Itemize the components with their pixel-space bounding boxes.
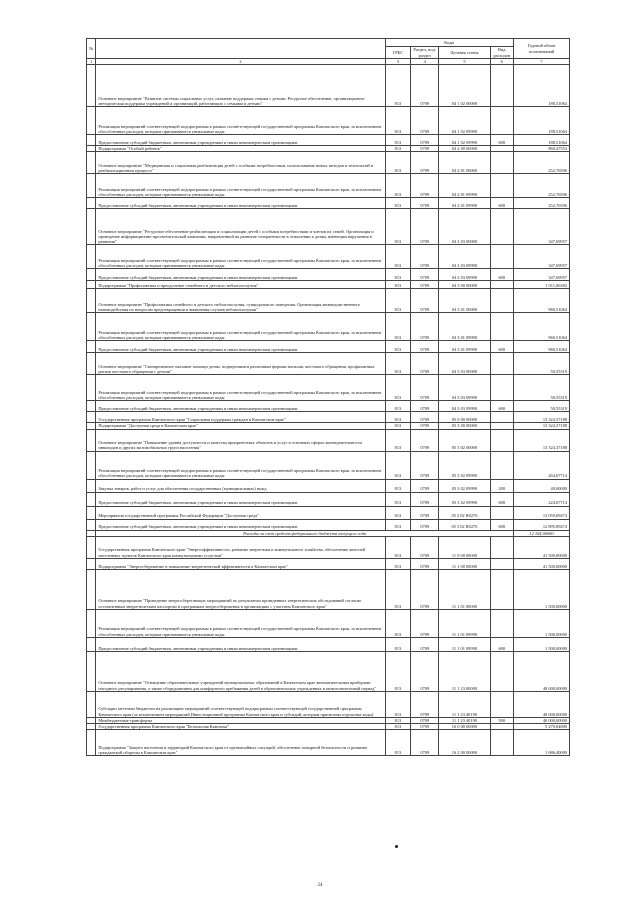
header-codes: Коды [385, 39, 513, 47]
cell-number [87, 281, 96, 289]
cell-number [87, 730, 96, 756]
table-row [87, 174, 570, 198]
cell-target-article: 05 3 02 R0270 [439, 519, 490, 530]
cell-number [87, 429, 96, 451]
cell-target-article: 11 1 23 00000 [439, 651, 490, 691]
cell-sum: 224,67714 [513, 492, 569, 506]
cell-razdel: 0709 [411, 313, 439, 341]
cell-sum: 12 164,00000 [513, 530, 569, 536]
cell-target-article: 04 2 03 00000 [439, 209, 490, 245]
cell-name: Предоставление субсидий бюджетным, автономным учреждениям и иным некоммерческим организациям [96, 198, 385, 209]
cell-grbs: 813 [385, 174, 411, 198]
cell-name: Основное мероприятие "Оснащение образовательных учреждений муниципальных образований в Камчатском крае автоматическими приборами погодного регулирования, а также оборудованием для комфортного пребывания детей в образовательных учреждениях в межотопительный период" [96, 651, 385, 691]
cell-sum: 960,51064 [513, 289, 569, 313]
cell-sum: 1 500,00000 [513, 609, 569, 637]
cell-number [87, 375, 96, 401]
cell-target-article: 04 2 01 09990 [439, 198, 490, 209]
cell-expense-type [490, 245, 513, 269]
cell-grbs: 813 [385, 569, 411, 609]
header-index: 6 [490, 59, 513, 65]
cell-name: Основное мероприятие "Повышение уровня доступности и качества приоритетных объектов и услуг в основных сферах жизнедеятельности инвалидов и других маломобильных групп населения" [96, 429, 385, 451]
cell-name: Межбюджетные трансферты [96, 717, 385, 723]
header-index: 3 [385, 59, 411, 65]
cell-target-article: 05 3 02 09990 [439, 479, 490, 492]
cell-target-article: 11 1 01 09990 [439, 609, 490, 637]
cell-number [87, 536, 96, 558]
cell-number [87, 174, 96, 198]
cell-expense-type [490, 107, 513, 135]
cell-razdel: 0709 [411, 637, 439, 651]
table-header [87, 39, 570, 65]
cell-name: Основное мероприятие "Ресурсное обеспечение реабилитации и социализации детей с особыми потребностями и членов их семей. Организация и проведение информационно-просветительской кампании, направленной на развитие толерантности в отношении к детям, имеющим нарушения в развитии" [96, 209, 385, 245]
cell-sum: 50,55319 [513, 353, 569, 375]
header-name [96, 39, 385, 59]
cell-expense-type [490, 209, 513, 245]
cell-grbs: 813 [385, 536, 411, 558]
table-row [87, 558, 570, 569]
cell-grbs: 813 [385, 198, 411, 209]
cell-expense-type: 200 [490, 479, 513, 492]
cell-expense-type [490, 281, 513, 289]
table-row [87, 637, 570, 651]
cell-razdel: 0709 [411, 412, 439, 423]
cell-number [87, 609, 96, 637]
cell-name: Реализация мероприятий соответствующей подпрограммы в рамках соответствующей государственной программы Камчатского края, за исключением обособленных расходов, которым присваиваются уникальные коды [96, 451, 385, 479]
cell-name: Закупка товаров, работ и услуг для обеспечения государственных (муниципальных) нужд [96, 479, 385, 492]
cell-name: Реализация мероприятий соответствующей подпрограммы в рамках соответствующей государственной программы Камчатского края, за исключением обособленных расходов, которым присваиваются уникальные коды [96, 174, 385, 198]
cell-name: Реализация мероприятий соответствующей подпрограммы в рамках соответствующей государственной программы Камчатского края, за исключением обособленных расходов, которым присваиваются уникальные коды [96, 375, 385, 401]
cell-razdel: 0709 [411, 691, 439, 717]
cell-name: Подпрограмма "Особый ребенок" [96, 146, 385, 152]
cell-grbs: 813 [385, 492, 411, 506]
cell-name: Предоставление субсидий бюджетным, автономным учреждениям и иным некоммерческим организациям [96, 401, 385, 412]
cell-sum: 40 000,00000 [513, 717, 569, 723]
cell-target-article: 04 2 01 09990 [439, 174, 490, 198]
cell-number [87, 341, 96, 353]
cell-number [87, 412, 96, 423]
cell-sum: 12 895,89474 [513, 519, 569, 530]
cell-razdel: 0709 [411, 401, 439, 412]
cell-sum: 1 500,00000 [513, 637, 569, 651]
cell-name: Государственная программа Камчатского края "Социальная поддержка граждан в Камчатском крае" [96, 412, 385, 423]
table-row [87, 412, 570, 423]
ink-dot [395, 845, 398, 848]
cell-target-article: 04 3 01 09990 [439, 313, 490, 341]
cell-grbs: 813 [385, 609, 411, 637]
cell-razdel: 0709 [411, 536, 439, 558]
cell-razdel: 0709 [411, 209, 439, 245]
table-row [87, 451, 570, 479]
table-body [87, 65, 570, 756]
cell-expense-type [490, 65, 513, 107]
cell-target-article: 11 1 23 40190 [439, 691, 490, 717]
cell-grbs: 813 [385, 401, 411, 412]
cell-target-article: 11 0 00 00000 [439, 536, 490, 558]
header-index: 1 [87, 59, 96, 65]
cell-grbs: 813 [385, 506, 411, 519]
cell-target-article: 05 3 02 R0270 [439, 506, 490, 519]
header-grbs: ГРБС [385, 47, 411, 59]
cell-name: Основное мероприятие "Проведение энергосберегающих мероприятий по результатам проведенных энергетических обследований согласно составленным энергетическим паспортам и программам энергосбережения в организациях с участием Камчатского края" [96, 569, 385, 609]
cell-sum: 1 500,00000 [513, 569, 569, 609]
cell-razdel: 0709 [411, 375, 439, 401]
cell-grbs: 813 [385, 724, 411, 730]
cell-name: Основное мероприятие "Своевременное оказание помощи детям, подвергшимся различным формам насилия, жестокого обращения, профилактика рисков жестокого обращения с детьми" [96, 353, 385, 375]
cell-razdel: 0709 [411, 281, 439, 289]
cell-razdel: 0709 [411, 245, 439, 269]
cell-target-article: 11 1 01 09990 [439, 637, 490, 651]
cell-razdel: 0709 [411, 146, 439, 152]
header-target-article: Целевая статья [439, 47, 490, 59]
cell-sum: 41 500,00000 [513, 536, 569, 558]
cell-sum: 252,76596 [513, 174, 569, 198]
cell-grbs: 813 [385, 429, 411, 451]
cell-number [87, 152, 96, 174]
table-row [87, 375, 570, 401]
cell-target-article: 05 3 02 09990 [439, 492, 490, 506]
cell-grbs: 813 [385, 451, 411, 479]
cell-expense-type: 600 [490, 198, 513, 209]
cell-sum: 347,69957 [513, 209, 569, 245]
cell-expense-type [490, 429, 513, 451]
cell-name: Предоставление субсидий бюджетным, автономным учреждениям и иным некоммерческим организациям [96, 341, 385, 353]
cell-number [87, 506, 96, 519]
cell-number [87, 107, 96, 135]
cell-expense-type [490, 375, 513, 401]
cell-target-article: 11 1 01 00000 [439, 569, 490, 609]
cell-sum: 50,55319 [513, 375, 569, 401]
cell-expense-type: 600 [490, 401, 513, 412]
cell-sum: 1 686,40000 [513, 730, 569, 756]
cell-grbs: 813 [385, 717, 411, 723]
cell-name: Основное мероприятие "Профилактика семейного и детского неблагополучия, суицидального поведения. Организация межведомственного взаимодействия по вопросам предотвращения и выявления случаев неблагополучия" [96, 289, 385, 313]
cell-grbs: 813 [385, 313, 411, 341]
cell-target-article: 04 3 00 00000 [439, 281, 490, 289]
table-row [87, 651, 570, 691]
cell-name: Подпрограмма "Защита населения и территорий Камчатского края от чрезвычайных ситуаций, обеспечение пожарной безопасности и развитие гражданской обороны в Камчатском крае" [96, 730, 385, 756]
cell-grbs: 813 [385, 269, 411, 281]
cell-razdel: 0709 [411, 609, 439, 637]
header-razdel: Раздел, под-раздел [411, 47, 439, 59]
cell-razdel: 0709 [411, 289, 439, 313]
cell-number [87, 289, 96, 313]
cell-number [87, 651, 96, 691]
cell-sum: 347,69957 [513, 245, 569, 269]
cell-target-article: 04 1 02 09990 [439, 107, 490, 135]
cell-expense-type: 600 [490, 269, 513, 281]
cell-number [87, 492, 96, 506]
cell-target-article: 04 3 03 09990 [439, 375, 490, 401]
cell-expense-type [490, 152, 513, 174]
cell-razdel: 0709 [411, 519, 439, 530]
cell-grbs: 813 [385, 289, 411, 313]
cell-sum: 13 324,37188 [513, 412, 569, 423]
cell-expense-type: 600 [490, 341, 513, 353]
cell-razdel: 0709 [411, 269, 439, 281]
cell-number [87, 198, 96, 209]
cell-razdel: 0709 [411, 479, 439, 492]
cell-sum: 252,76596 [513, 152, 569, 174]
cell-razdel: 0709 [411, 492, 439, 506]
cell-expense-type: 500 [490, 717, 513, 723]
cell-sum: 40,00000 [513, 479, 569, 492]
cell-target-article: 04 2 00 00000 [439, 146, 490, 152]
table-row [87, 341, 570, 353]
cell-target-article: 11 1 00 00000 [439, 558, 490, 569]
cell-razdel: 0709 [411, 135, 439, 146]
cell-razdel: 0709 [411, 717, 439, 723]
cell-razdel: 0709 [411, 651, 439, 691]
cell-sum: 860,47553 [513, 146, 569, 152]
cell-razdel: 0709 [411, 107, 439, 135]
cell-razdel: 0709 [411, 451, 439, 479]
header-index: 5 [439, 59, 490, 65]
cell-target-article: 05 3 02 09990 [439, 451, 490, 479]
cell-sum: 188,51064 [513, 107, 569, 135]
cell-name: Реализация мероприятий соответствующей подпрограммы в рамках соответствующей государственной программы Камчатского края, за исключением обособленных расходов, которым присваиваются уникальные коды [96, 245, 385, 269]
cell-razdel: 0709 [411, 429, 439, 451]
cell-target-article: 04 3 03 00000 [439, 353, 490, 375]
cell-name: Предоставление субсидий бюджетным, автономным учреждениям и иным некоммерческим организациям [96, 492, 385, 506]
cell-grbs: 813 [385, 412, 411, 423]
cell-grbs: 813 [385, 558, 411, 569]
cell-name: Основное мероприятие "Медицинская и социальная реабилитация детей с особыми потребностями, использование новых методов и технологий в реабилитационном процессе" [96, 152, 385, 174]
cell-razdel: 0709 [411, 558, 439, 569]
cell-number [87, 519, 96, 530]
table-row [87, 353, 570, 375]
cell-expense-type [490, 289, 513, 313]
cell-grbs: 813 [385, 375, 411, 401]
cell-target-article: 04 2 01 00000 [439, 152, 490, 174]
header-expense-type: Вид расходов [490, 47, 513, 59]
cell-grbs: 813 [385, 637, 411, 651]
cell-razdel: 0709 [411, 506, 439, 519]
cell-name: Реализация мероприятий соответствующей подпрограммы в рамках соответствующей государственной программы Камчатского края, за исключением обособленных расходов, которым присваиваются уникальные коды [96, 107, 385, 135]
cell-name: Предоставление субсидий бюджетным, автономным учреждениям и иным некоммерческим организациям [96, 637, 385, 651]
cell-name: Основное мероприятие "Развитие системы социальных услуг, оказание поддержки семьям с детьми. Ресурсное обеспечение, организационно-методическая поддержка учреждений и организаций, работающих с семьями и детьми" [96, 65, 385, 107]
cell-razdel: 0709 [411, 423, 439, 429]
cell-name: Реализация мероприятий соответствующей подпрограммы в рамках соответствующей государственной программы Камчатского края, за исключением обособленных расходов, которым присваиваются уникальные коды [96, 313, 385, 341]
cell-name: Государственная программа Камчатского края "Энергоэффективность, развитие энергетики и коммунального хозяйства, обеспечение жителей населенных пунктов Камчатского края коммунальными услугами" [96, 536, 385, 558]
cell-sum: 5 279,84800 [513, 724, 569, 730]
cell-grbs: 813 [385, 135, 411, 146]
cell-number [87, 569, 96, 609]
header-index: 4 [411, 59, 439, 65]
cell-number [87, 558, 96, 569]
cell-number [87, 313, 96, 341]
table-row [87, 492, 570, 506]
cell-target-article: 04 1 02 00000 [439, 65, 490, 107]
cell-expense-type [490, 569, 513, 609]
cell-number [87, 401, 96, 412]
cell-name: Подпрограмма "Профилактика и преодоление семейного и детского неблагополучия" [96, 281, 385, 289]
page-number: 24 [317, 883, 323, 888]
cell-target-article: 05 3 02 00000 [439, 429, 490, 451]
cell-sum: 50,55319 [513, 401, 569, 412]
table-row [87, 609, 570, 637]
table-row [87, 401, 570, 412]
cell-name: Предоставление субсидий бюджетным, автономным учреждениям и иным некоммерческим организациям [96, 519, 385, 530]
cell-razdel: 0709 [411, 152, 439, 174]
cell-target-article: 04 3 01 09990 [439, 341, 490, 353]
cell-number [87, 65, 96, 107]
cell-sum: 252,76596 [513, 198, 569, 209]
cell-sum: 960,51064 [513, 341, 569, 353]
cell-number [87, 637, 96, 651]
cell-sum: 13 059,69474 [513, 506, 569, 519]
cell-grbs: 813 [385, 65, 411, 107]
table-row [87, 198, 570, 209]
header-sum: Годовой объем ассигнований [513, 39, 569, 59]
table-row [87, 65, 570, 107]
cell-expense-type [490, 536, 513, 558]
cell-razdel: 0709 [411, 65, 439, 107]
cell-name: Мероприятия государственной программы Российской Федерации "Доступная среда" [96, 506, 385, 519]
cell-grbs: 813 [385, 651, 411, 691]
cell-grbs: 813 [385, 730, 411, 756]
cell-expense-type: 600 [490, 637, 513, 651]
table-row [87, 313, 570, 341]
cell-expense-type [490, 412, 513, 423]
cell-expense-type [490, 174, 513, 198]
cell-sum: 347,69957 [513, 269, 569, 281]
cell-sum: 1 011,06383 [513, 281, 569, 289]
table-row [87, 281, 570, 289]
budget-table [86, 38, 570, 756]
cell-name: Субсидии местным бюджетам на реализацию мероприятий соответствующей подпрограммы соответствующей государственной программы Камчатского края (за исключением мероприятий Инвестиционной программы Камчатского края и субсидий, которым присвоены отдельные коды) [96, 691, 385, 717]
cell-expense-type [490, 730, 513, 756]
cell-razdel: 0709 [411, 569, 439, 609]
cell-subtotal-label: Расходы за счет средств федерального бюджета текущего года [96, 530, 514, 536]
cell-expense-type [490, 651, 513, 691]
cell-expense-type [490, 506, 513, 519]
cell-expense-type: 600 [490, 492, 513, 506]
cell-number [87, 245, 96, 269]
cell-expense-type [490, 691, 513, 717]
cell-sum: 40 000,00000 [513, 691, 569, 717]
cell-target-article: 04 3 03 09990 [439, 401, 490, 412]
cell-razdel: 0709 [411, 724, 439, 730]
cell-sum: 960,51064 [513, 313, 569, 341]
table-row [87, 107, 570, 135]
cell-name: Предоставление субсидий бюджетным, автономным учреждениям и иным некоммерческим организациям [96, 269, 385, 281]
cell-razdel: 0709 [411, 730, 439, 756]
table-row [87, 245, 570, 269]
cell-number [87, 451, 96, 479]
header-index: 7 [513, 59, 569, 65]
table-row [87, 135, 570, 146]
cell-expense-type [490, 313, 513, 341]
cell-name: Реализация мероприятий соответствующей подпрограммы в рамках соответствующей государственной программы Камчатского края, за исключением обособленных расходов, которым присваиваются уникальные коды [96, 609, 385, 637]
cell-expense-type: 600 [490, 135, 513, 146]
table-row [87, 506, 570, 519]
cell-grbs: 813 [385, 281, 411, 289]
cell-number [87, 691, 96, 717]
cell-razdel: 0709 [411, 341, 439, 353]
header-number: № [87, 39, 96, 59]
cell-target-article: 16 2 00 00000 [439, 730, 490, 756]
table-row [87, 269, 570, 281]
table-row [87, 479, 570, 492]
cell-expense-type [490, 451, 513, 479]
cell-grbs: 813 [385, 691, 411, 717]
cell-sum: 40 000,00000 [513, 651, 569, 691]
cell-name: Предоставление субсидий бюджетным, автономным учреждениям и иным некоммерческим организациям [96, 135, 385, 146]
cell-target-article: 04 2 03 09990 [439, 245, 490, 269]
cell-expense-type [490, 353, 513, 375]
table-row [87, 429, 570, 451]
cell-name: Подпрограмма "Энергосбережение и повышение энергетической эффективности в Камчатском крае" [96, 558, 385, 569]
cell-grbs: 813 [385, 209, 411, 245]
table-row [87, 569, 570, 609]
cell-target-article: 05 0 00 00000 [439, 412, 490, 423]
cell-grbs: 813 [385, 107, 411, 135]
cell-expense-type: 600 [490, 519, 513, 530]
cell-number [87, 135, 96, 146]
cell-target-article: 04 3 01 00000 [439, 289, 490, 313]
table-row [87, 730, 570, 756]
cell-target-article: 05 3 00 00000 [439, 423, 490, 429]
cell-sum: 188,51064 [513, 135, 569, 146]
table-row [87, 536, 570, 558]
cell-sum: 13 324,37188 [513, 429, 569, 451]
cell-grbs: 813 [385, 341, 411, 353]
table-row [87, 519, 570, 530]
cell-number [87, 269, 96, 281]
cell-grbs: 813 [385, 146, 411, 152]
cell-grbs: 813 [385, 152, 411, 174]
cell-grbs: 813 [385, 519, 411, 530]
cell-grbs: 813 [385, 479, 411, 492]
cell-sum: 41 500,00000 [513, 558, 569, 569]
cell-target-article: 04 1 02 09990 [439, 135, 490, 146]
cell-expense-type [490, 558, 513, 569]
cell-expense-type [490, 609, 513, 637]
cell-number [87, 479, 96, 492]
cell-target-article: 04 2 03 09990 [439, 269, 490, 281]
cell-number [87, 209, 96, 245]
table-row [87, 152, 570, 174]
cell-razdel: 0709 [411, 174, 439, 198]
cell-target-article: 11 1 23 40190 [439, 717, 490, 723]
cell-name: Подпрограмма "Доступная среда в Камчатском крае" [96, 423, 385, 429]
cell-target-article: 16 0 00 00000 [439, 724, 490, 730]
table-row [87, 209, 570, 245]
cell-grbs: 813 [385, 245, 411, 269]
cell-sum: 13 324,37188 [513, 423, 569, 429]
cell-razdel: 0709 [411, 353, 439, 375]
cell-sum: 188,51064 [513, 65, 569, 107]
table-row [87, 289, 570, 313]
cell-grbs: 813 [385, 423, 411, 429]
cell-name: Государственная программа Камчатского края "Безопасная Камчатка" [96, 724, 385, 730]
cell-sum: 264,67714 [513, 451, 569, 479]
cell-razdel: 0709 [411, 198, 439, 209]
header-index: 2 [96, 59, 385, 65]
cell-grbs: 813 [385, 353, 411, 375]
cell-number [87, 353, 96, 375]
table-row [87, 691, 570, 717]
